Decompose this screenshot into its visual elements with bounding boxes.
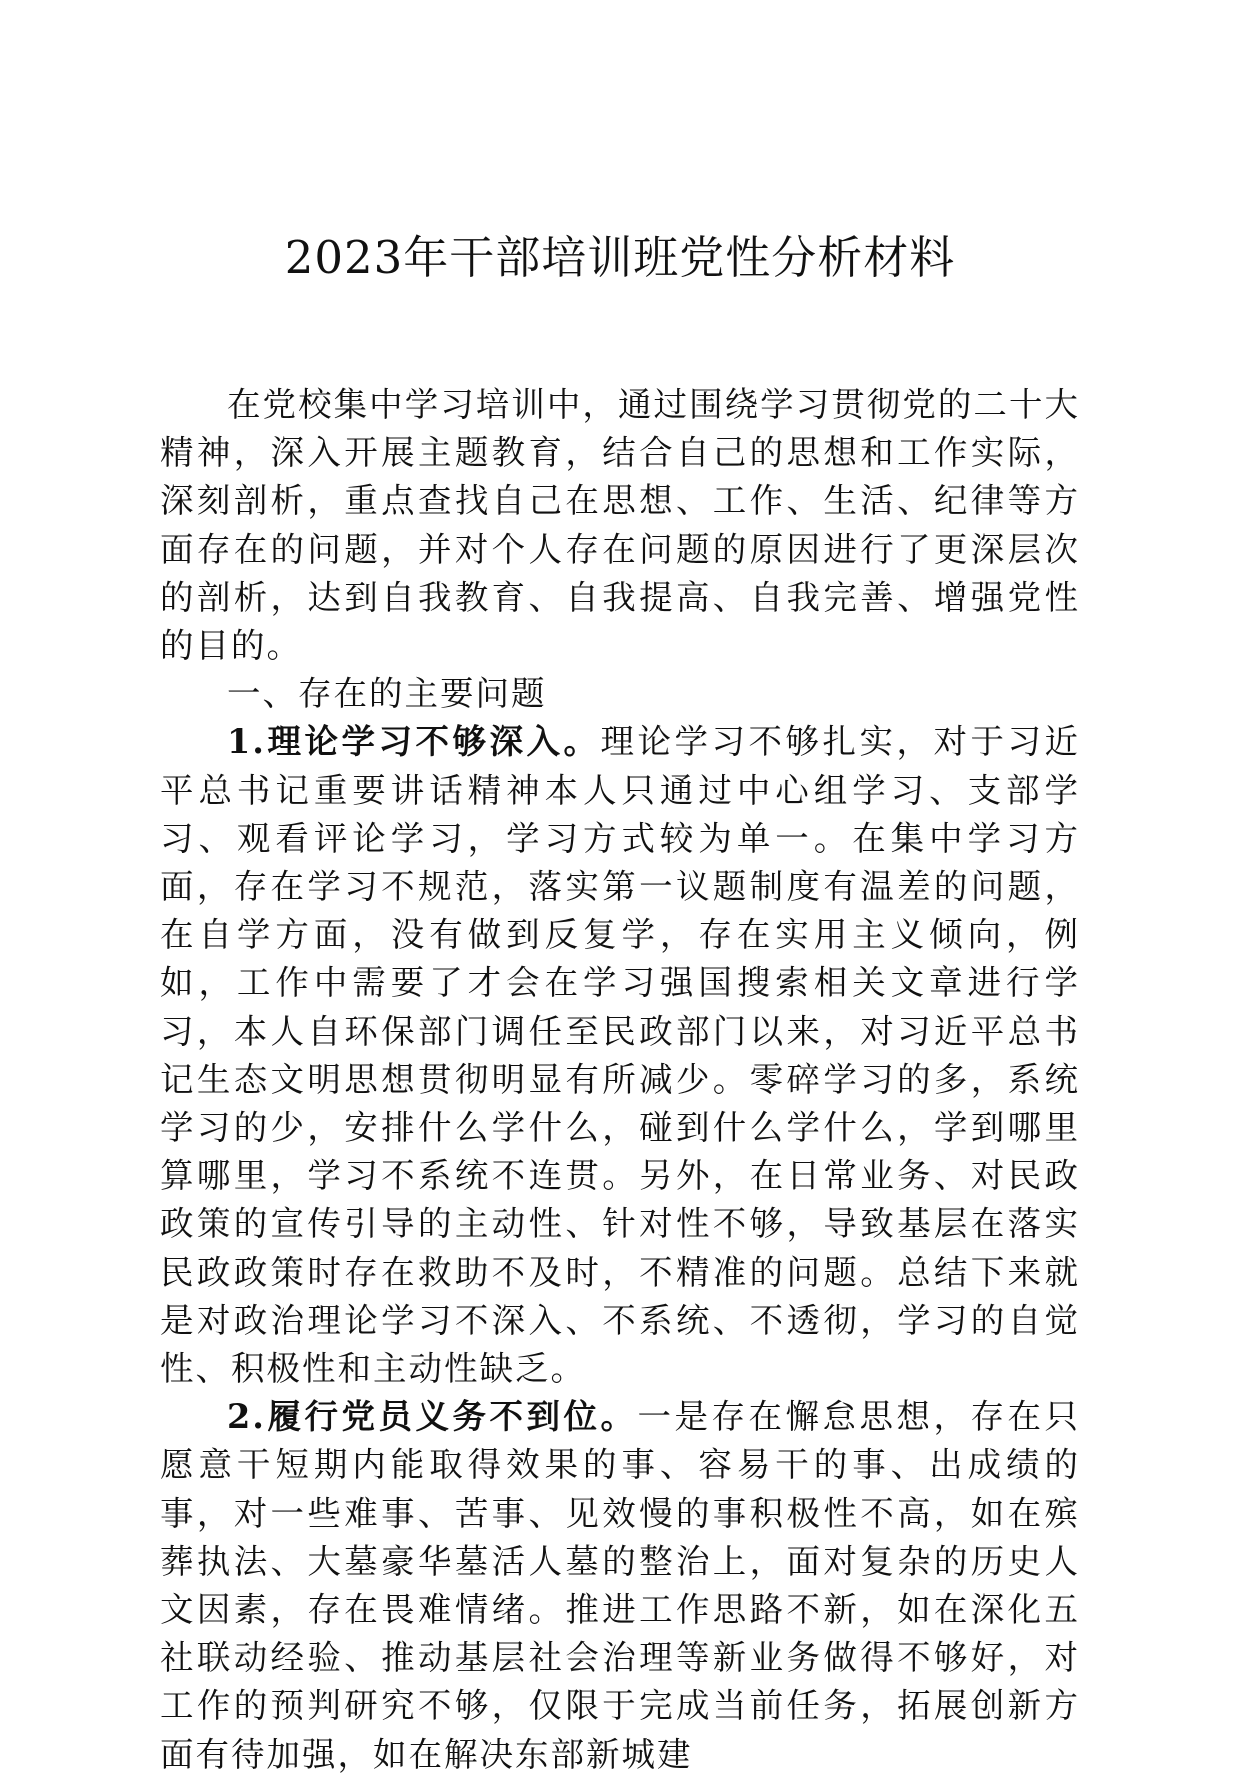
intro-paragraph: 在党校集中学习培训中，通过围绕学习贯彻党的二十大精神，深入开展主题教育，结合自己的思想和工作实际，深刻剖析，重点查找自己在思想、工作、生活、纪律等方面存在的问题，并对个人存在问题的原因进行了更深层次的剖析，达到自我教育、自我提高、自我完善、增强党性的目的。 — [160, 385, 1080, 666]
item-1-paragraph — [160, 718, 1080, 1393]
item-1-text: 理论学习不够扎实，对于习近平总书记重要讲话精神本人只通过中心组学习、支部学习、观看评论学习，学习方式较为单一。在集中学习方面，存在学习不规范，落实第一议题制度有温差的问题，在自学方面，没有做到反复学，存在实用主义倾向，例如，工作中需要了才会在学习强国搜索相关文章进行学习，本人自环保部门调任至民政部门以来，对习近平总书记生态文明思想贯彻明显有所减少。零碎学习的多，系统学习的少，安排什么学什么，碰到什么学什么，学到哪里算哪里，学习不系统不连贯。另外，在日常业务、对民政政策的宣传引导的主动性、针对性不够，导致基层在落实民政政策时存在救助不及时，不精准的问题。总结下来就是对政治理论学习不深入、不系统、不透彻，学习的自觉性、积极性和主动性缺乏。 — [160, 722, 1080, 1389]
item-1-lead: 1.理论学习不够深入。 — [227, 722, 601, 762]
section-heading: 一、存在的主要问题 — [227, 674, 547, 714]
document-body — [160, 381, 1080, 1779]
item-2-text: 一是存在懈怠思想，存在只愿意干短期内能取得效果的事、容易干的事、出成绩的事，对一些难事、苦事、见效慢的事积极性不高，如在殡葬执法、大墓豪华墓活人墓的整治上，面对复杂的历史人文因素，存在畏难情绪。推进工作思路不新，如在深化五社联动经验、推动基层社会治理等新业务做得不够好，对工作的预判研究不够，仅限于完成当前任务，拓展创新方面有待加强，如在解决东部新城建 — [160, 1397, 1080, 1774]
item-2-paragraph — [160, 1393, 1080, 1779]
document-title: 2023年干部培训班党性分析材料 — [284, 231, 956, 284]
item-2-lead: 2.履行党员义务不到位。 — [227, 1397, 638, 1437]
